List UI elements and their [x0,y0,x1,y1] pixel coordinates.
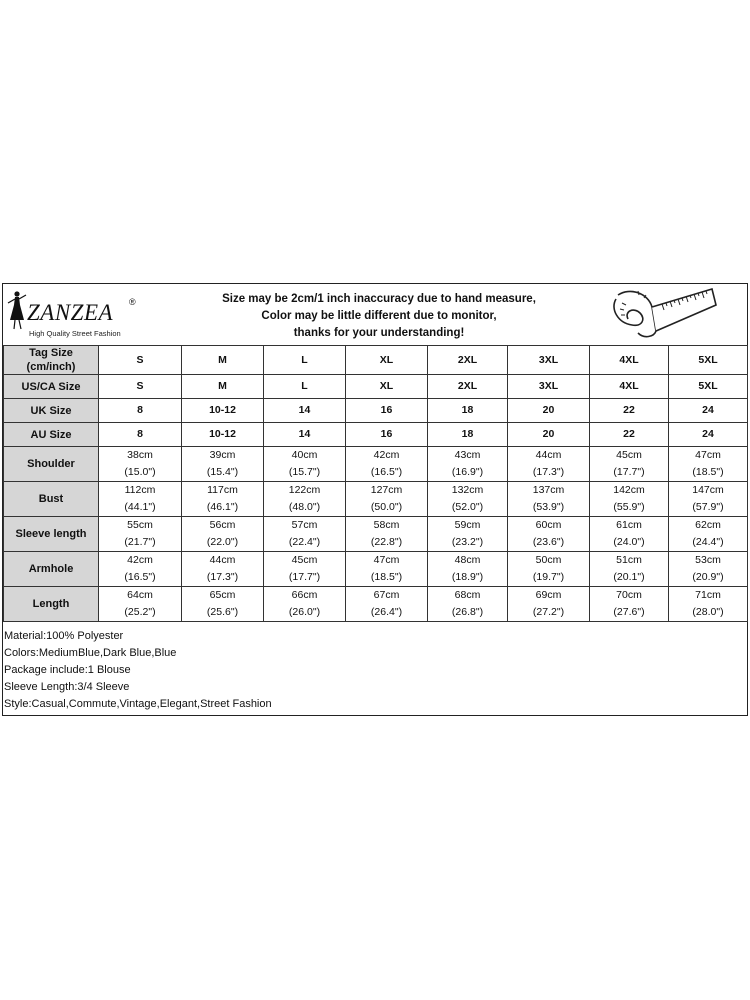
size-cell [264,552,346,587]
size-cell [590,447,669,482]
row-label-line: US/CA Size [21,380,81,393]
size-cell: M [182,346,264,375]
cell-cm: 117cm [207,484,238,496]
cell-cm: 58cm [373,519,400,531]
cell-cm: 56cm [209,519,236,531]
size-cell [428,447,508,482]
size-cell [346,517,428,552]
size-cell [264,517,346,552]
size-cell: L [264,375,346,399]
notice-line-1: Size may be 2cm/1 inch inaccuracy due to hand measure, [222,293,536,305]
cell-inch: (16.5") [124,571,156,583]
size-cell: 24 [669,423,748,447]
size-cell [182,552,264,587]
row-label [4,587,99,622]
size-cell [346,552,428,587]
cell-inch: (15.4") [206,466,239,478]
size-cell [508,482,590,517]
size-cell: 14 [264,423,346,447]
size-row [4,399,748,423]
cell-cm: 43cm [454,449,481,461]
notice-line-2: Color may be little different due to monitor, [261,310,497,322]
size-cell [590,587,669,622]
size-cell: M [182,375,264,399]
cell-inch: (21.7") [124,536,156,548]
cell-inch: (19.7") [532,571,565,583]
cell-inch: (25.2") [124,606,156,618]
row-label [4,399,99,423]
measurement-notice [193,291,565,342]
cell-inch: (22.4") [288,536,321,548]
row-label-line: Bust [38,493,64,505]
cell-cm: 38cm [127,449,153,461]
size-cell: 5XL [669,346,748,375]
size-cell: 5XL [669,375,748,399]
cell-cm: 67cm [373,589,400,601]
size-cell: 20 [508,423,590,447]
row-label-line: Shoulder [27,458,75,470]
row-label [4,447,99,482]
cell-cm: 53cm [695,554,721,566]
cell-inch: (26.8") [451,606,484,618]
cell-cm: 42cm [127,554,153,566]
cell-inch: (24.0") [613,536,645,548]
size-cell [508,587,590,622]
size-table [3,345,748,622]
cell-inch: (18.5") [692,466,724,478]
cell-inch: (57.9") [692,501,724,513]
cell-inch: (53.9") [532,501,565,513]
cell-cm: 47cm [695,449,721,461]
size-cell [99,587,182,622]
size-cell [669,447,748,482]
size-cell [264,482,346,517]
size-cell [669,552,748,587]
cell-cm: 112cm [124,484,156,496]
size-cell: 20 [508,399,590,423]
size-cell: 3XL [508,375,590,399]
size-cell: 18 [428,399,508,423]
size-cell: 10-12 [182,423,264,447]
size-cell [346,482,428,517]
size-cell: 18 [428,423,508,447]
cell-inch: (16.5") [370,466,403,478]
size-cell [264,447,346,482]
size-cell [428,552,508,587]
cell-inch: (26.0") [288,606,321,618]
cell-inch: (50.0") [370,501,403,513]
size-cell: XL [346,346,428,375]
row-label-line: (cm/inch) [26,361,76,373]
cell-inch: (22.0") [206,536,239,548]
size-cell: S [99,346,182,375]
detail-line: Material:100% Polyester [4,630,124,642]
size-cell [182,587,264,622]
cell-inch: (28.0") [692,606,724,618]
cell-cm: 44cm [209,554,236,566]
cell-inch: (55.9") [613,501,645,513]
size-cell [428,517,508,552]
cell-cm: 147cm [692,484,724,496]
cell-inch: (16.9") [451,466,484,478]
cell-cm: 122cm [288,484,321,496]
row-label-line: Sleeve length [15,528,87,540]
brand-name: ZANZEA [27,300,114,325]
cell-inch: (46.1") [206,501,239,513]
cell-inch: (48.0") [288,501,321,513]
cell-inch: (27.2") [532,606,565,618]
cell-inch: (17.7") [613,466,645,478]
row-label [4,346,99,375]
size-cell [428,482,508,517]
cell-cm: 142cm [613,484,645,496]
size-cell: 24 [669,399,748,423]
cell-inch: (20.9") [692,571,724,583]
detail-line: Colors:MediumBlue,Dark Blue,Blue [4,647,177,659]
cell-inch: (27.6") [613,606,645,618]
size-cell [508,447,590,482]
row-label-line: Length [32,598,70,610]
cell-inch: (25.6") [206,606,239,618]
size-row [4,552,748,587]
brand-logo [5,290,155,342]
size-cell: 16 [346,423,428,447]
size-cell [508,552,590,587]
size-cell: XL [346,375,428,399]
cell-cm: 42cm [373,449,400,461]
cell-cm: 64cm [127,589,153,601]
measuring-tape-icon [608,285,720,343]
row-label [4,517,99,552]
size-cell [590,482,669,517]
cell-cm: 132cm [451,484,484,496]
cell-inch: (52.0") [451,501,484,513]
cell-cm: 55cm [127,519,153,531]
cell-cm: 45cm [291,554,318,566]
size-chart [2,283,748,716]
cell-cm: 71cm [695,589,721,601]
size-cell: 8 [99,399,182,423]
product-details [3,628,747,713]
cell-cm: 57cm [291,519,318,531]
size-cell: 3XL [508,346,590,375]
cell-cm: 59cm [454,519,481,531]
size-cell: 16 [346,399,428,423]
cell-cm: 62cm [695,519,721,531]
size-row [4,447,748,482]
cell-cm: 69cm [535,589,562,601]
size-cell [99,517,182,552]
size-cell [264,587,346,622]
cell-cm: 65cm [209,589,236,601]
size-row [4,587,748,622]
row-label-line: Armhole [28,563,74,575]
detail-line: Style:Casual,Commute,Vintage,Elegant,Street Fashion [4,698,272,710]
cell-cm: 48cm [454,554,481,566]
cell-cm: 61cm [616,519,642,531]
size-row [4,423,748,447]
cell-inch: (15.0") [124,466,156,478]
fashion-figure-icon [5,290,29,330]
cell-cm: 47cm [373,554,400,566]
cell-inch: (15.7") [288,466,321,478]
cell-cm: 50cm [535,554,562,566]
size-cell: S [99,375,182,399]
cell-cm: 45cm [616,449,642,461]
cell-cm: 40cm [291,449,318,461]
size-cell: 4XL [590,346,669,375]
row-label [4,423,99,447]
detail-line: Package include:1 Blouse [4,664,131,676]
size-cell: 4XL [590,375,669,399]
size-cell [182,517,264,552]
size-cell [669,587,748,622]
registered-mark: ® [129,297,136,307]
cell-inch: (18.5") [370,571,403,583]
size-cell: 22 [590,423,669,447]
cell-inch: (23.2") [451,536,484,548]
size-cell [346,447,428,482]
size-cell: L [264,346,346,375]
row-label-line: Tag Size [29,347,73,359]
cell-inch: (24.4") [692,536,724,548]
size-cell: 10-12 [182,399,264,423]
row-label [4,482,99,517]
cell-cm: 127cm [370,484,403,496]
size-cell [182,482,264,517]
row-label [4,375,99,399]
chart-header [3,284,747,346]
size-cell: 14 [264,399,346,423]
cell-inch: (23.6") [532,536,565,548]
cell-inch: (17.7") [288,571,321,583]
cell-inch: (22.8") [370,536,403,548]
size-cell [669,517,748,552]
cell-inch: (18.9") [451,571,484,583]
row-label-line: UK Size [30,404,72,417]
size-cell [99,447,182,482]
cell-cm: 60cm [535,519,562,531]
size-cell: 2XL [428,346,508,375]
size-row [4,375,748,399]
size-row [4,517,748,552]
size-cell: 2XL [428,375,508,399]
row-label [4,552,99,587]
size-cell [99,482,182,517]
size-cell [182,447,264,482]
cell-cm: 70cm [616,589,642,601]
size-cell [428,587,508,622]
brand-tagline: High Quality Street Fashion [29,329,121,338]
size-cell [590,517,669,552]
size-cell: 8 [99,423,182,447]
cell-inch: (17.3") [206,571,239,583]
cell-cm: 137cm [532,484,565,496]
size-cell [669,482,748,517]
size-cell [590,552,669,587]
size-row [4,346,748,375]
cell-inch: (44.1") [124,501,156,513]
size-cell [508,517,590,552]
cell-inch: (26.4") [370,606,403,618]
size-row [4,482,748,517]
cell-inch: (17.3") [532,466,565,478]
notice-line-3: thanks for your understanding! [293,327,465,339]
row-label-line: AU Size [30,428,72,441]
cell-cm: 51cm [616,554,642,566]
size-cell [346,587,428,622]
detail-line: Sleeve Length:3/4 Sleeve [4,681,130,693]
size-cell: 22 [590,399,669,423]
size-cell [99,552,182,587]
cell-cm: 66cm [291,589,318,601]
cell-cm: 39cm [209,449,236,461]
cell-inch: (20.1") [613,571,645,583]
cell-cm: 68cm [454,589,481,601]
cell-cm: 44cm [535,449,562,461]
